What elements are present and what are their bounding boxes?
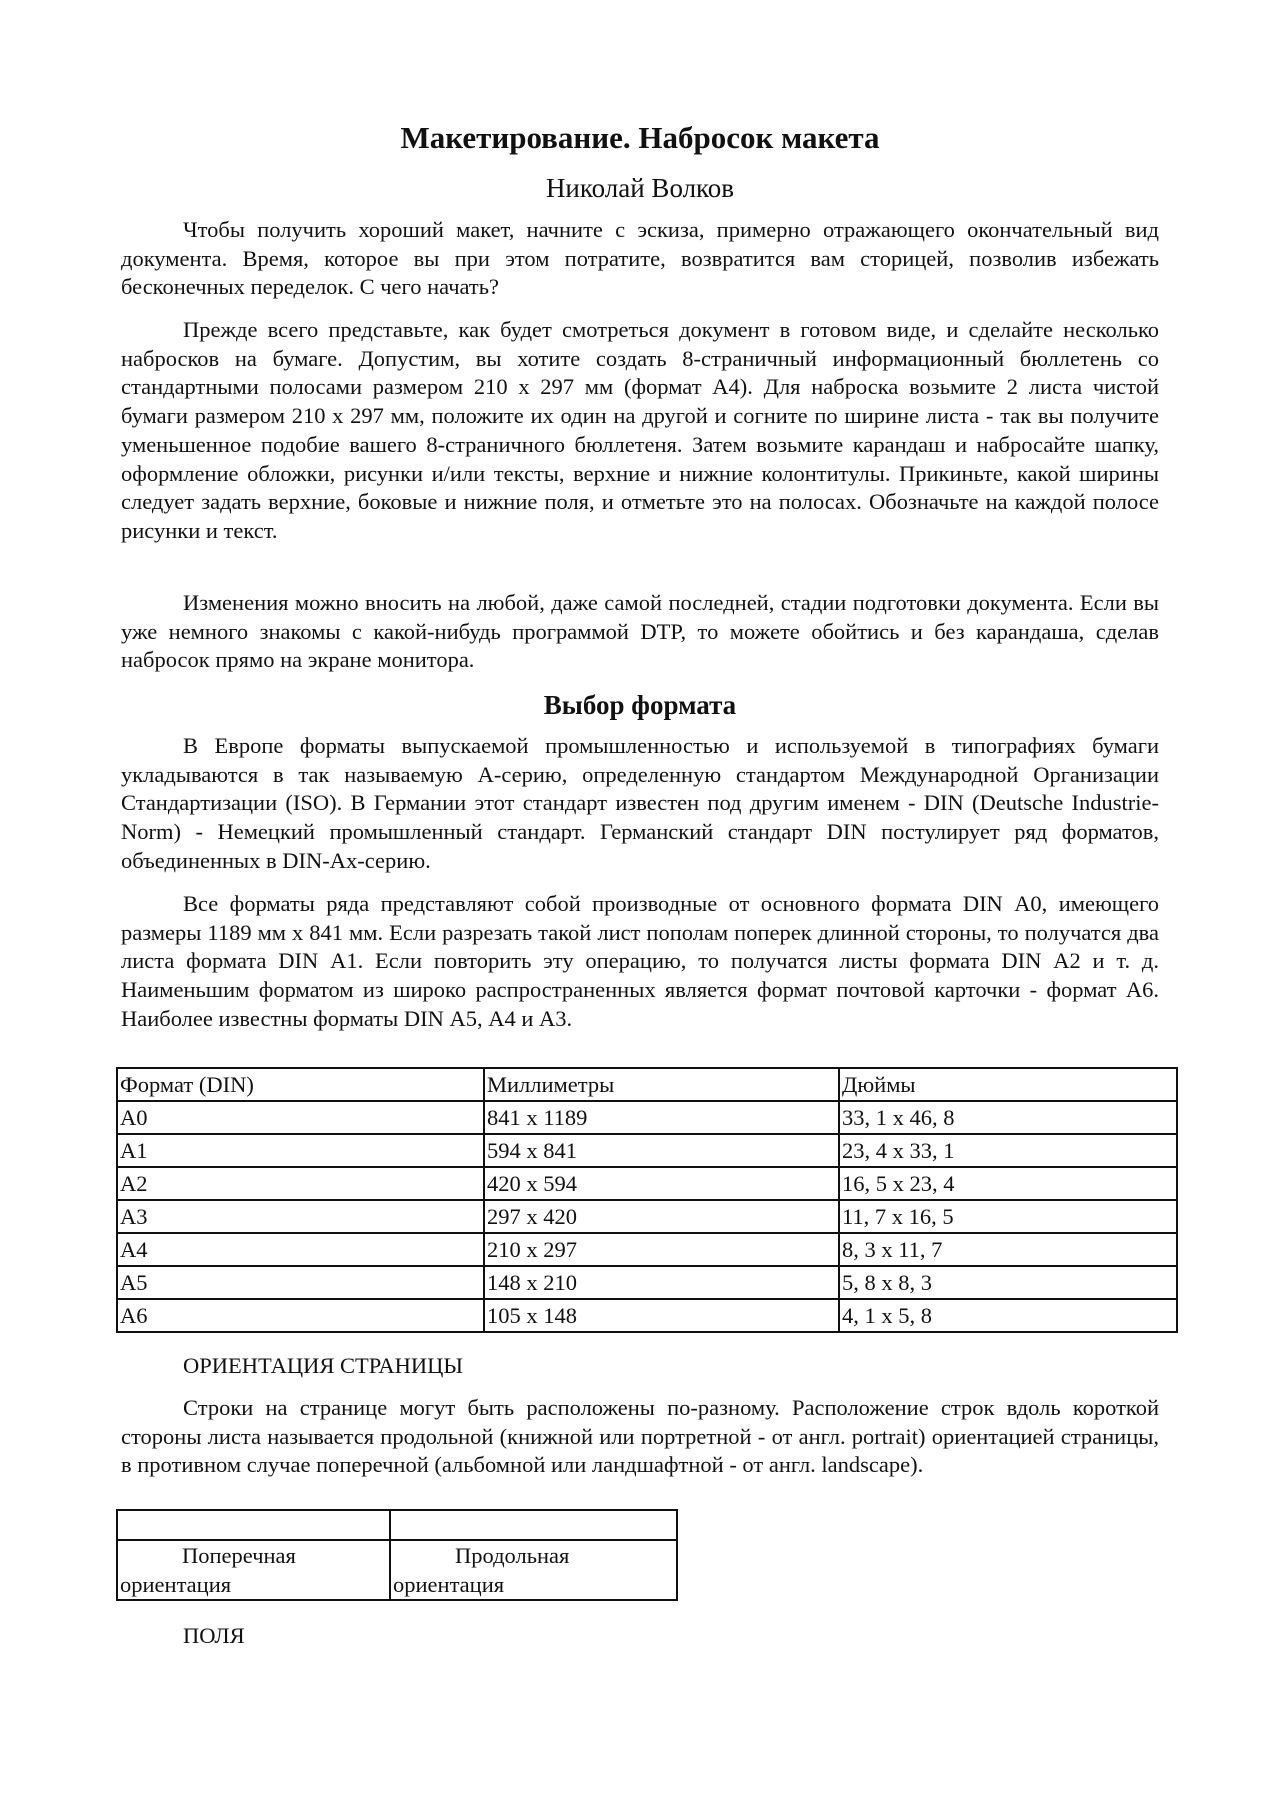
table-cell: 105 x 148: [484, 1299, 839, 1332]
table-row: [117, 1101, 1177, 1134]
paragraph-din-series: Все форматы ряда представляют собой производные от основного формата DIN А0, имеющего размеры 1189 мм x 841 мм. Если разрезать такой лист пополам поперек длинной стороны, то получатся два листа формата DIN А1. Если повторить эту операцию, то получатся листы формата DIN А2 и т. д. Наименьшим форматом из широко распространенных является формат почтовой карточки - формат А6. Наиболее известны форматы DIN А5, А4 и А3.: [121, 891, 1160, 1031]
table-header-cell: Миллиметры: [484, 1068, 839, 1101]
table-row: [117, 1167, 1177, 1200]
section-heading-orientation: ОРИЕНТАЦИЯ СТРАНИЦЫ: [183, 1353, 464, 1378]
table-cell: А3: [117, 1200, 484, 1233]
table-cell: 8, 3 x 11, 7: [839, 1233, 1177, 1266]
table-header-cell: Дюймы: [839, 1068, 1177, 1101]
document-author: Николай Волков: [545, 173, 735, 203]
table-cell-portrait: [390, 1540, 677, 1600]
table-row: [117, 1299, 1177, 1332]
format-table: [116, 1067, 1178, 1333]
table-cell-landscape: [117, 1540, 390, 1600]
paragraph-changes: Изменения можно вносить на любой, даже самой последней, стадии подготовки документа. Если вы уже немного знакомы с какой-нибудь программой DTP, то можете обойтись и без карандаша, сделав набросок прямо на экране монитора.: [121, 590, 1159, 673]
orientation-table: [116, 1509, 678, 1601]
table-cell: 841 x 1189: [484, 1101, 839, 1134]
table-row-empty: [117, 1510, 677, 1540]
table-row: [117, 1233, 1177, 1266]
table-cell: 420 x 594: [484, 1167, 839, 1200]
table-cell: 16, 5 x 23, 4: [839, 1167, 1177, 1200]
table-row: [117, 1540, 677, 1600]
table-header-cell: Формат (DIN): [117, 1068, 484, 1101]
table-cell: 297 x 420: [484, 1200, 839, 1233]
paragraph-intro: Чтобы получить хороший макет, начните с эскиза, примерно отражающего окончательный вид документа. Время, которое вы при этом потратите, возвратится вам сторицей, позволив избежать бесконечных переделок. С чего начать?: [121, 217, 1159, 300]
table-cell: А6: [117, 1299, 484, 1332]
table-cell: 594 x 841: [484, 1134, 839, 1167]
table-cell: 210 x 297: [484, 1233, 839, 1266]
portrait-label: Продольная ориентация: [393, 1543, 570, 1597]
table-cell: 4, 1 x 5, 8: [839, 1299, 1177, 1332]
table-cell: 148 x 210: [484, 1266, 839, 1299]
landscape-label: Поперечная ориентация: [120, 1543, 296, 1597]
table-header-row: [117, 1068, 1177, 1101]
table-cell: 33, 1 x 46, 8: [839, 1101, 1177, 1134]
table-row: [117, 1134, 1177, 1167]
table-cell: 5, 8 x 8, 3: [839, 1266, 1177, 1299]
table-cell: А0: [117, 1101, 484, 1134]
table-row: [117, 1200, 1177, 1233]
table-cell-empty: [117, 1510, 390, 1540]
table-cell: А2: [117, 1167, 484, 1200]
paragraph-europe-formats: В Европе форматы выпускаемой промышленностью и используемой в типографиях бумаги укладываются в так называемую А-серию, определенную стандартом Международной Организации Стандартизации (ISO). В Германии этот стандарт известен под другим именем - DIN (Deutsche Industrie-Norm) - Немецкий промышленный стандарт. Германский стандарт DIN постулирует ряд форматов, объединенных в DIN-Ах-серию.: [121, 733, 1159, 873]
table-row: [117, 1266, 1177, 1299]
table-cell: 11, 7 x 16, 5: [839, 1200, 1177, 1233]
table-cell-empty: [390, 1510, 677, 1540]
table-cell: А5: [117, 1266, 484, 1299]
table-cell: 23, 4 x 33, 1: [839, 1134, 1177, 1167]
section-heading-margins: ПОЛЯ: [183, 1623, 245, 1648]
paragraph-sketch: Прежде всего представьте, как будет смотреться документ в готовом виде, и сделайте несколько набросков на бумаге. Допустим, вы хотите создать 8-страничный информационный бюллетень со стандартными полосами размером 210 x 297 мм (формат А4). Для наброска возьмите 2 листа чистой бумаги размером 210 x 297 мм, положите их один на другой и согните по ширине листа - так вы получите уменьшенное подобие вашего 8-страничного бюллетеня. Затем возьмите карандаш и набросайте шапку, оформление обложки, рисунки и/или тексты, верхние и нижние колонтитулы. Прикиньте, какой ширины следует задать верхние, боковые и нижние поля, и отметьте это на полосах. Обозначьте на каждой полосе рисунки и текст.: [121, 317, 1159, 543]
section-heading-format: Выбор формата: [543, 690, 737, 720]
table-cell: А1: [117, 1134, 484, 1167]
paragraph-orientation: Строки на странице могут быть расположены по-разному. Расположение строк вдоль короткой стороны листа называется продольной (книжной или портретной - от англ. portrait) ориентацией страницы, в противном случае поперечной (альбомной или ландшафтной - от англ. landscape).: [121, 1395, 1159, 1478]
document-title: Макетирование. Набросок макета: [400, 120, 880, 155]
table-cell: А4: [117, 1233, 484, 1266]
